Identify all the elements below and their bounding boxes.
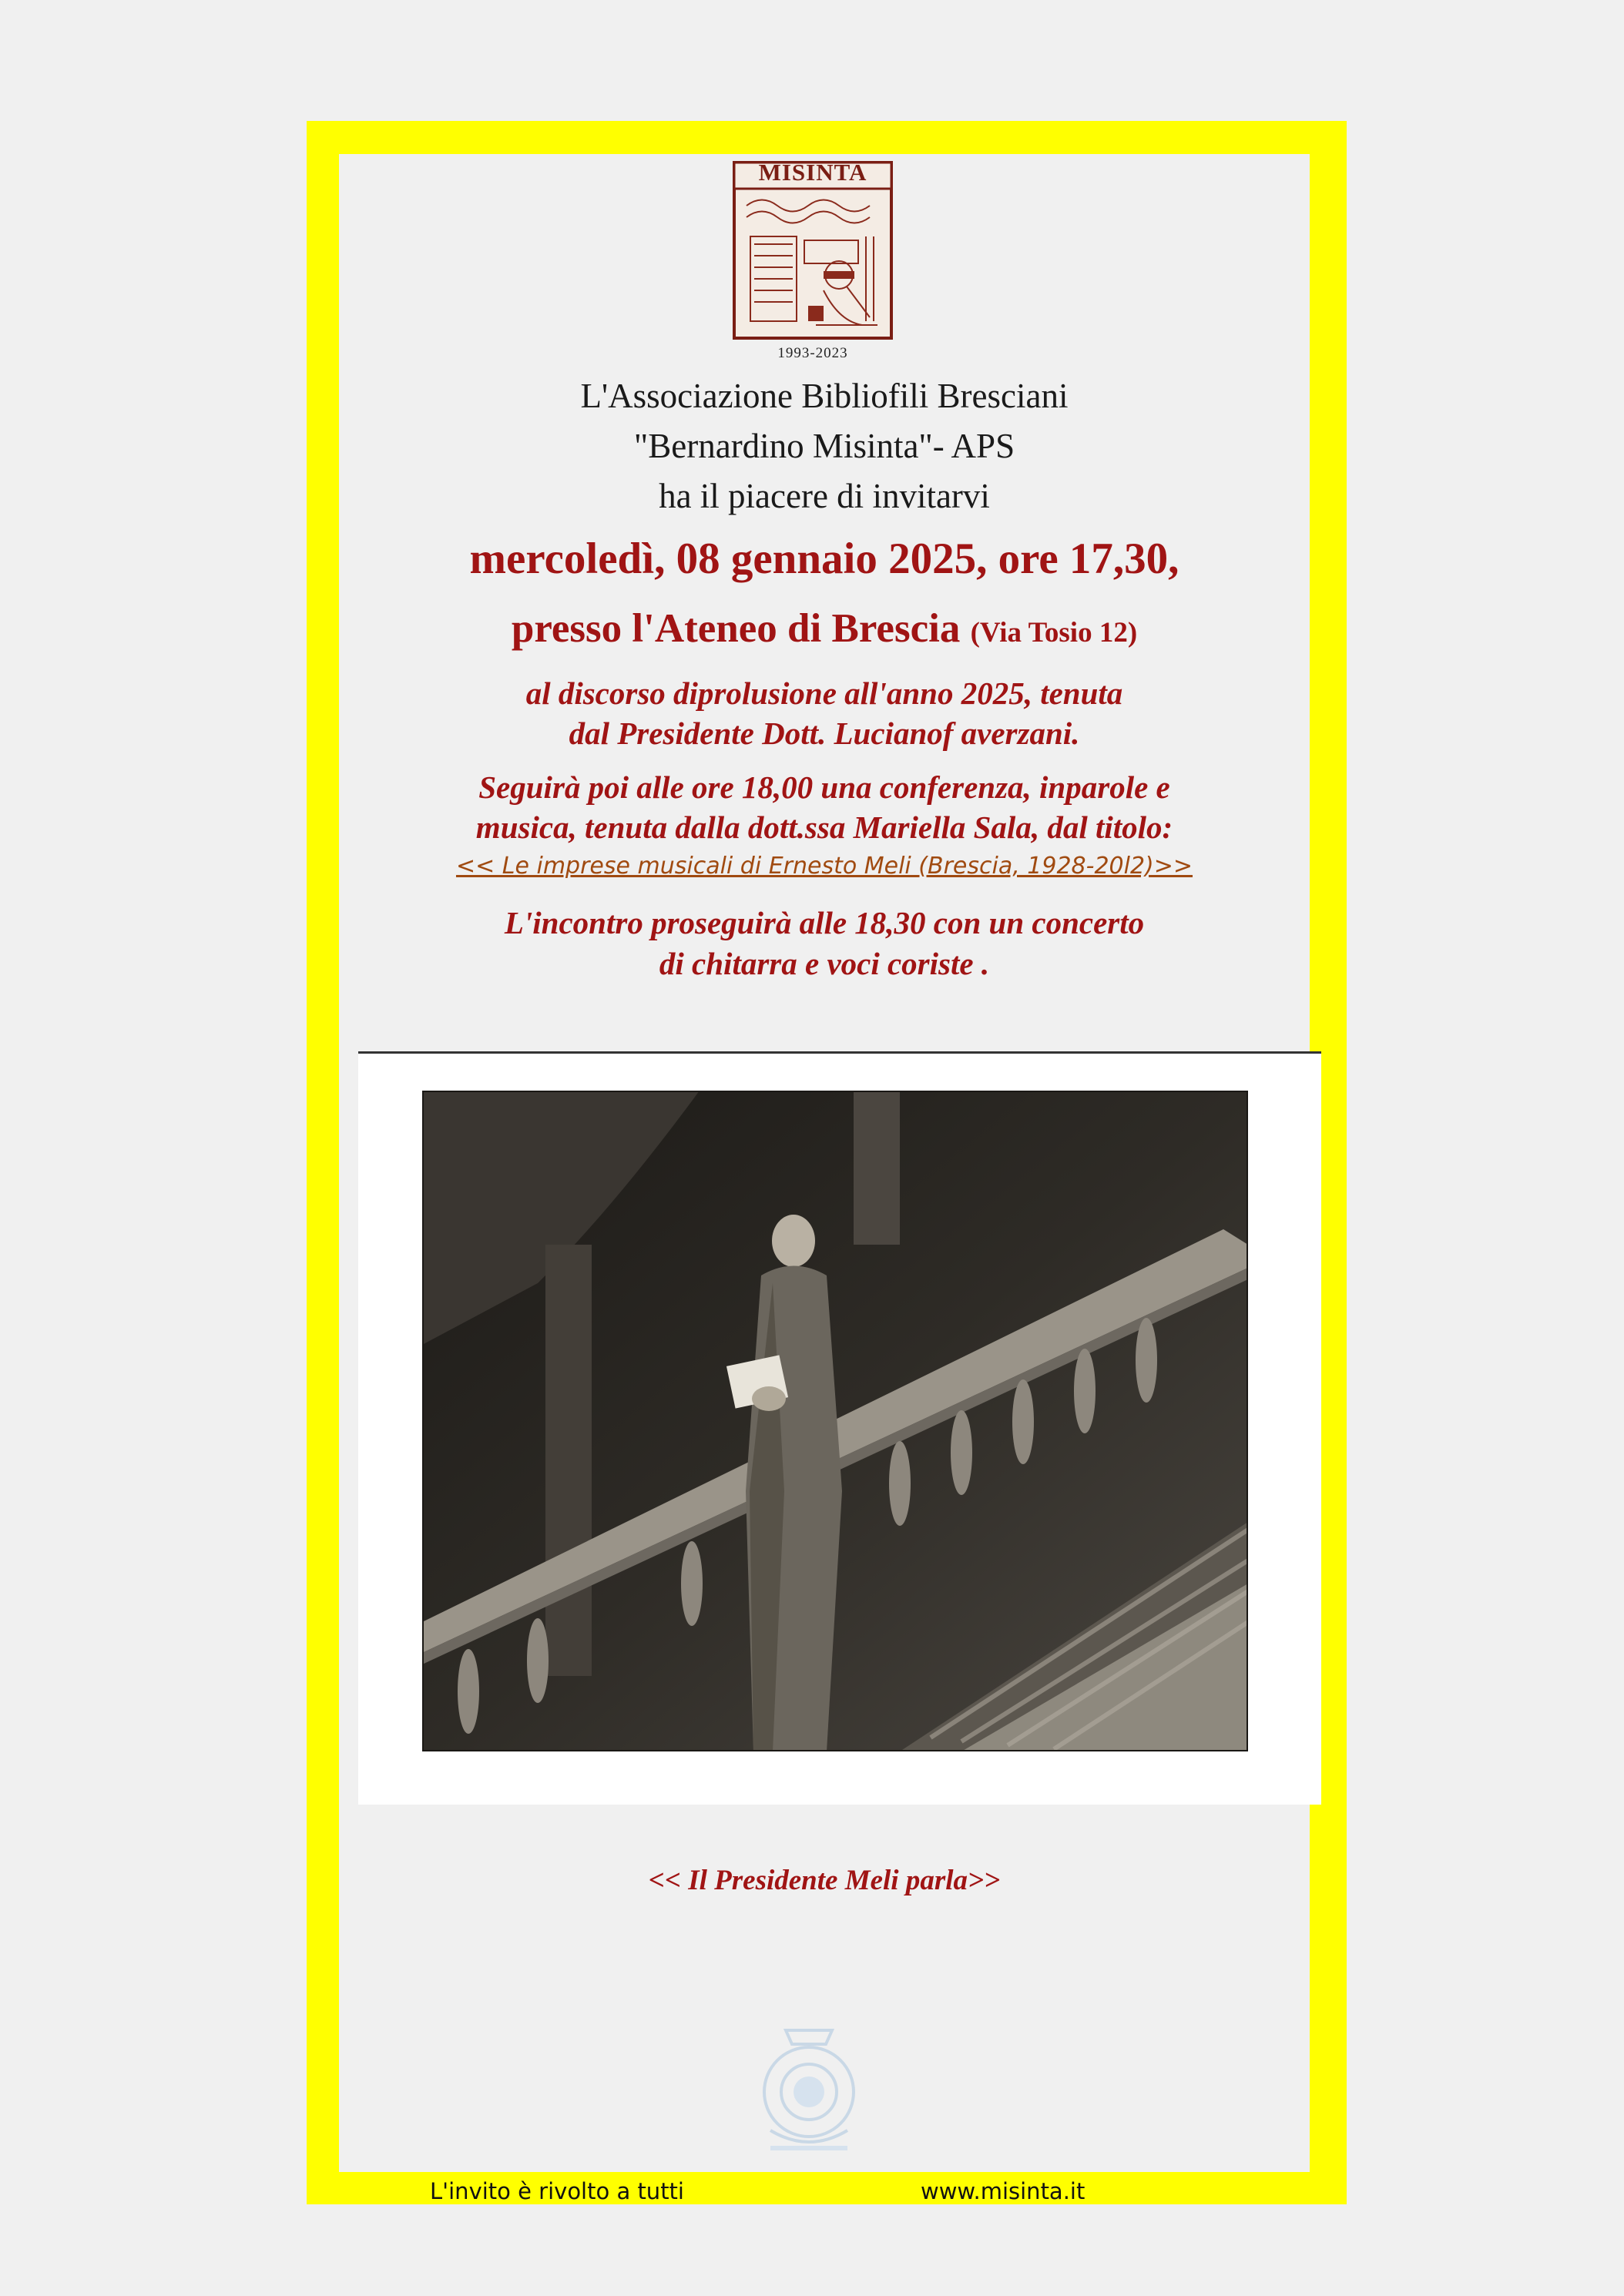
misinta-logo (731, 159, 894, 358)
program-line-1: al discorso diprolusione all'anno 2025, tenuta (525, 675, 1123, 711)
event-venue-line (339, 608, 1310, 649)
footer-website-link[interactable]: www.misinta.it (921, 2178, 1085, 2204)
program-line-4: musica, tenuta dalla dott.ssa Mariella Sala, dal titolo: (475, 809, 1173, 845)
intro-line-3: ha il piacere di invitarvi (659, 477, 990, 515)
event-address: (Via Tosio 12) (970, 617, 1138, 649)
photo-caption: << Il Presidente Meli parla>> (648, 1865, 1001, 1896)
program-line-5: L'incontro proseguirà alle 18,30 con un concerto (504, 905, 1145, 940)
event-venue: presso l'Ateneo di Brescia (511, 606, 961, 651)
city-seal-icon (740, 2015, 878, 2161)
event-date-time: mercoledì, 08 gennaio 2025, ore 17,30, (469, 535, 1179, 583)
program-line-3: Seguirà poi alle ore 18,00 una conferenza, inparole e (478, 769, 1170, 805)
intro-line-1: L'Associazione Bibliofili Bresciani (580, 377, 1069, 415)
program-line-2: dal Presidente Dott. Lucianof averzani. (569, 716, 1080, 751)
historic-photo (422, 1091, 1248, 1751)
intro-line-2: "Bernardino Misinta"- APS (633, 427, 1015, 465)
logo-name: MISINTA (758, 159, 867, 186)
program-line-6: di chitarra e voci coriste . (659, 946, 990, 981)
logo-years: 1993-2023 (777, 345, 848, 361)
talk-title-link[interactable]: << Le imprese musicali di Ernesto Meli (Brescia, 1928-20l2)>> (455, 853, 1193, 880)
footer-note: L'invito è rivolto a tutti (430, 2178, 684, 2204)
